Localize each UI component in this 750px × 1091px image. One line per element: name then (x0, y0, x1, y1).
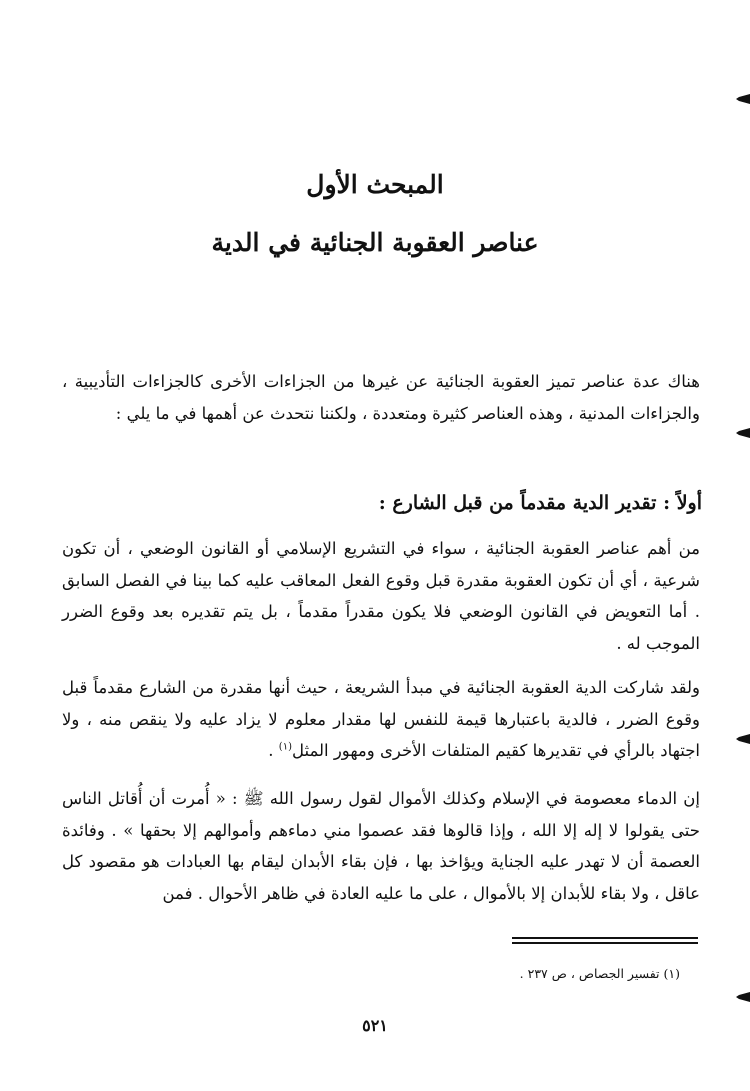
body-paragraph: من أهم عناصر العقوبة الجنائية ، سواء في التشريع الإسلامي أو القانون الوضعي ، أن تكون شرعية ، أي أن تكون العقوبة مقدرة قبل وقوع الفعل المعاقب عليه كما بينا في الفصل السابق . أما التعويض في القانون الوضعي فلا يكون مقدراً مقدماً ، بل يتم تقديره بعد وقوع الضرر الموجب له . (62, 539, 700, 653)
chapter-title: عناصر العقوبة الجنائية في الدية (211, 228, 539, 257)
section-heading-one: أولاً : تقدير الدية مقدماً من قبل الشارع : (378, 492, 702, 514)
body-paragraph-with-footnote (62, 672, 700, 767)
paragraph-end: . (268, 741, 279, 760)
footnote-separator-line (512, 937, 698, 939)
footnote-reference: (١) (278, 741, 292, 753)
chapter-heading: المبحث الأول (306, 170, 444, 199)
footnote-separator-line (512, 942, 698, 944)
body-paragraph: إن الدماء معصومة في الإسلام وكذلك الأموال لقول رسول الله ﷺ : « أُمرت أن أُقاتل الناس حتى يقولوا لا إله إلا الله ، وإذا قالوها فقد عصموا مني دماءهم وأموالهم إلا بحقها » . وفائدة العصمة أن لا تهدر عليه الجناية ويؤاخذ بها ، فإن بقاء الأبدان ليقام بها العبادات هو مقصود كل عاقل ، ولا بقاء للأبدان إلا بالأموال ، على ما عليه العادة في ظاهر الأحوال . فمن (62, 789, 700, 903)
footnote: (١) تفسير الجصاص ، ص ٢٣٧ . (519, 966, 680, 981)
paragraph-text: ولقد شاركت الدية العقوبة الجنائية في مبدأ الشريعة ، حيث أنها مقدرة من الشارع مقدماً قبل وقوع الضرر ، فالدية باعتبارها قيمة للنفس لها مقدار معلوم لا يزاد عليه ولا ينقص منه ، ولا اجتهاد بالرأي في تقديرها كقيم المتلفات الأخرى ومهور المثل (62, 678, 700, 760)
page-number: ٥٢١ (362, 1016, 388, 1035)
binding-mark-icon (736, 92, 750, 106)
binding-mark-icon (736, 990, 750, 1004)
intro-paragraph: هناك عدة عناصر تميز العقوبة الجنائية عن غيرها من الجزاءات الأخرى كالجزاءات التأديبية ، والجزاءات المدنية ، وهذه العناصر كثيرة ومتعددة ، ولكننا نتحدث عن أهمها في ما يلي : (62, 372, 700, 423)
binding-mark-icon (736, 426, 750, 440)
binding-mark-icon (736, 732, 750, 746)
